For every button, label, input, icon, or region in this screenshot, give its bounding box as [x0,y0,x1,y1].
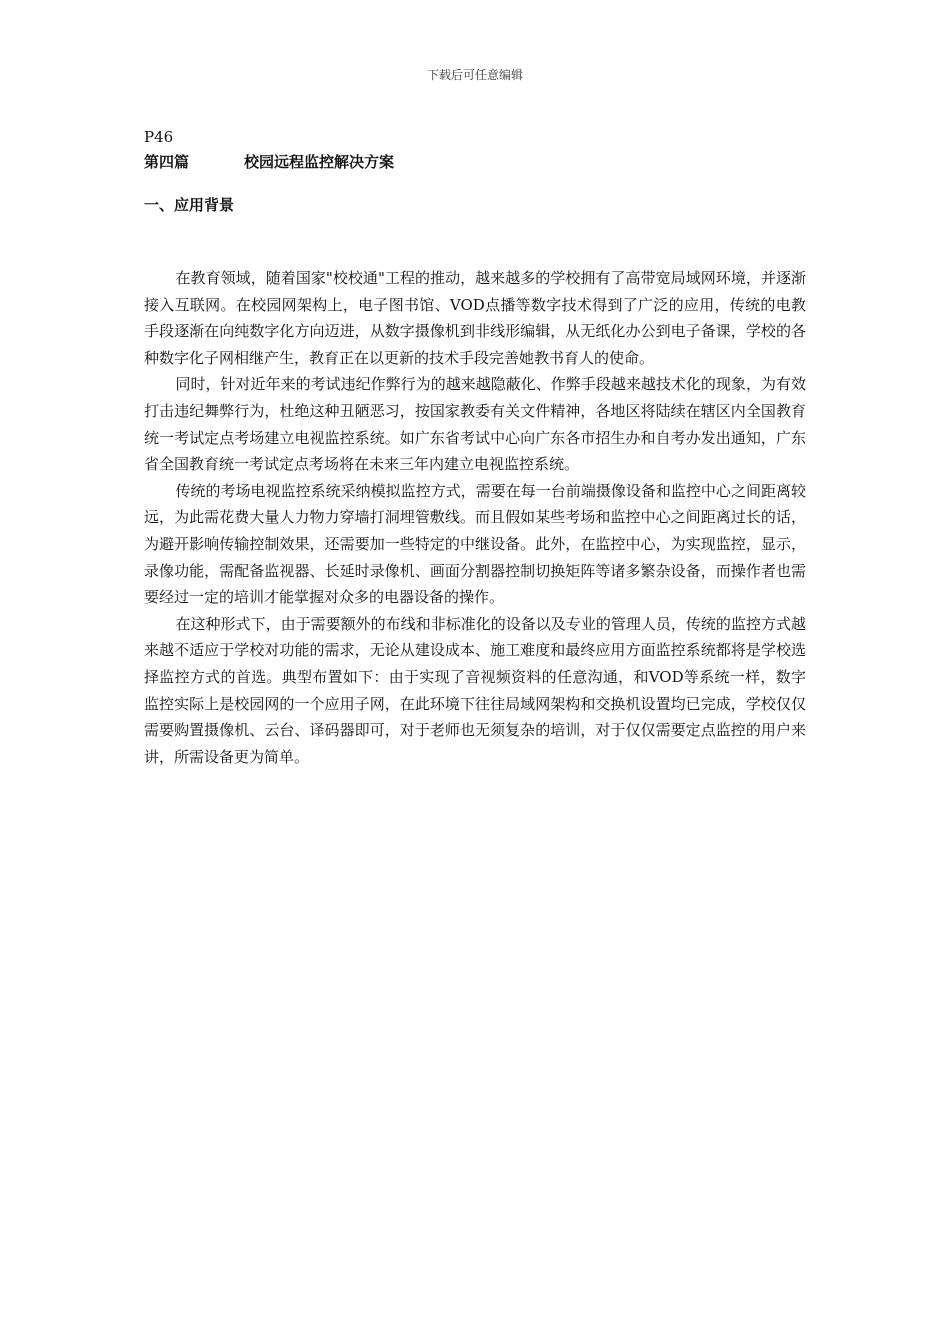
page-header-note: 下载后可任意编辑 [426,68,523,82]
chapter-heading [144,150,806,174]
chapter-number: 第四篇 [144,153,190,171]
chapter-title: 校园远程监控解决方案 [244,153,395,171]
paragraph: 在教育领域，随着国家"校校通"工程的推动，越来越多的学校拥有了高带宽局域网环境，并逐渐接入互联网。在校园网架构上，电子图书馆、VOD点播等数字技术得到了广泛的应用，传统的电教手段逐渐在向纯数字化方向迈进，从数字摄像机到非线形编辑，从无纸化办公到电子备课，学校的各种数字化子网相继产生，教育正在以更新的技术手段完善她教书育人的使命。 [144,269,806,367]
paragraph: 传统的考场电视监控系统采纳模拟监控方式，需要在每一台前端摄像设备和监控中心之间距离较远，为此需花费大量人力物力穿墙打洞埋管敷线。而且假如某些考场和监控中心之间距离过长的话，为避开影响传输控制效果，还需要加一些特定的中继设备。此外，在监控中心，为实现监控，显示，录像功能，需配备监视器、长延时录像机、画面分割器控制切换矩阵等诸多繁杂设备，而操作者也需要经过一定的培训才能掌握对众多的电器设备的操作。 [144,481,806,607]
page-reference: P46 [144,128,174,146]
document-body [144,125,806,770]
paragraph: 在这种形式下，由于需要额外的布线和非标准化的设备以及专业的管理人员，传统的监控方式越来越不适应于学校对功能的需求，无论从建设成本、施工难度和最终应用方面监控系统都将是学校选择监控方式的首选。典型布置如下：由于实现了音视频资料的任意沟通，和VOD等系统一样，数字监控实际上是校园网的一个应用子网，在此环境下往往局域网架构和交换机设置均已完成，学校仅仅需要购置摄像机、云台、译码器即可，对于老师也无须复杂的培训，对于仅仅需要定点监控的用户来讲，所需设备更为简单。 [144,614,806,766]
body-text [144,265,806,770]
paragraph: 同时，针对近年来的考试违纪作弊行为的越来越隐蔽化、作弊手段越来越技术化的现象，为有效打击违纪舞弊行为，杜绝这种丑陋恶习，按国家教委有关文件精神，各地区将陆续在辖区内全国教育统一考试定点考场建立电视监控系统。如广东省考试中心向广东各市招生办和自考办发出通知，广东省全国教育统一考试定点考场将在未来三年内建立电视监控系统。 [144,375,806,474]
section-heading: 一、应用背景 [144,196,235,214]
